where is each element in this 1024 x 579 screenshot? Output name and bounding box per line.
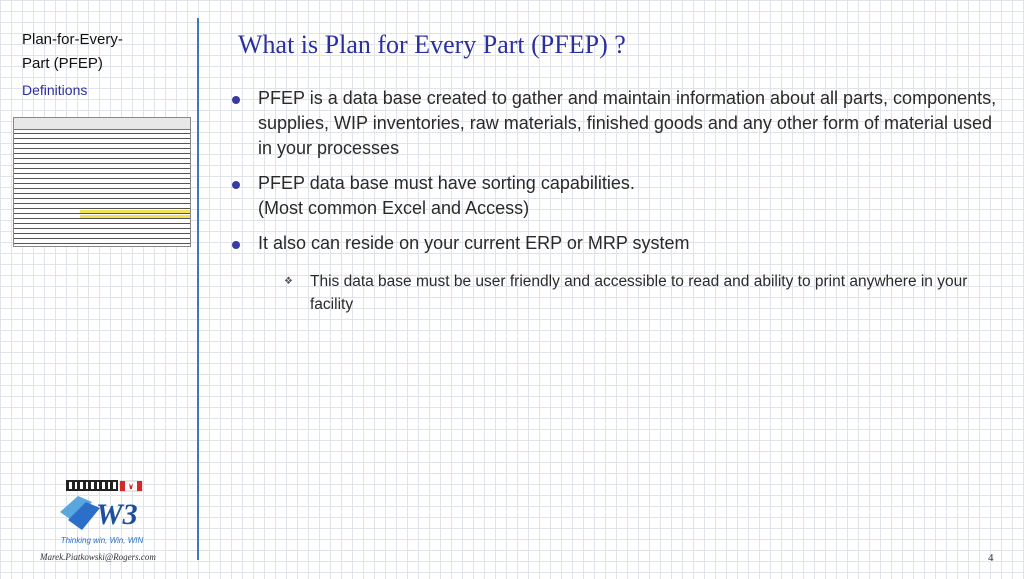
svg-text:W3: W3 xyxy=(96,498,138,531)
section-title xyxy=(22,28,192,76)
slide-title: What is Plan for Every Part (PFEP) ? xyxy=(238,30,626,59)
bullet-dot-icon xyxy=(232,241,240,249)
section-title-line-2: Part (PFEP) xyxy=(22,55,103,72)
bullet-dot-icon xyxy=(232,181,240,189)
contact-email: Marek.Piatkowski@Rogers.com xyxy=(40,552,156,562)
sidebar xyxy=(0,0,197,579)
diamond-bullet-icon: ❖ xyxy=(284,276,293,287)
spreadsheet-thumbnail xyxy=(13,117,191,247)
section-title-line-1: Plan-for-Every- xyxy=(22,31,123,48)
spreadsheet-header-row xyxy=(14,118,190,130)
vertical-divider xyxy=(197,18,199,560)
spreadsheet-highlight-row xyxy=(80,210,190,213)
spreadsheet-rows xyxy=(14,130,190,246)
bullet-item: It also can reside on your current ERP or MRP system xyxy=(230,231,1000,256)
bullet-item: PFEP is a data base created to gather and maintain information about all parts, components, supplies, WIP inventories, raw materials, finished goods and any other form of material used in your processes xyxy=(230,86,1000,161)
page-number: 4 xyxy=(988,552,994,564)
bullet-list xyxy=(230,86,1000,316)
logo-tagline: Thinking win, Win, WIN xyxy=(60,536,144,545)
bullet-dot-icon xyxy=(232,96,240,104)
sub-bullet-item: ❖ This data base must be user friendly and accessible to read and ability to print anywhere in your facility xyxy=(230,270,1000,316)
section-subtitle: Definitions xyxy=(22,82,88,98)
bullet-item: PFEP data base must have sorting capabilities. (Most common Excel and Access) xyxy=(230,171,1000,221)
highlight-term: data base xyxy=(342,88,422,108)
spreadsheet-highlight-row xyxy=(80,215,190,218)
w3-group-logo xyxy=(52,478,152,538)
